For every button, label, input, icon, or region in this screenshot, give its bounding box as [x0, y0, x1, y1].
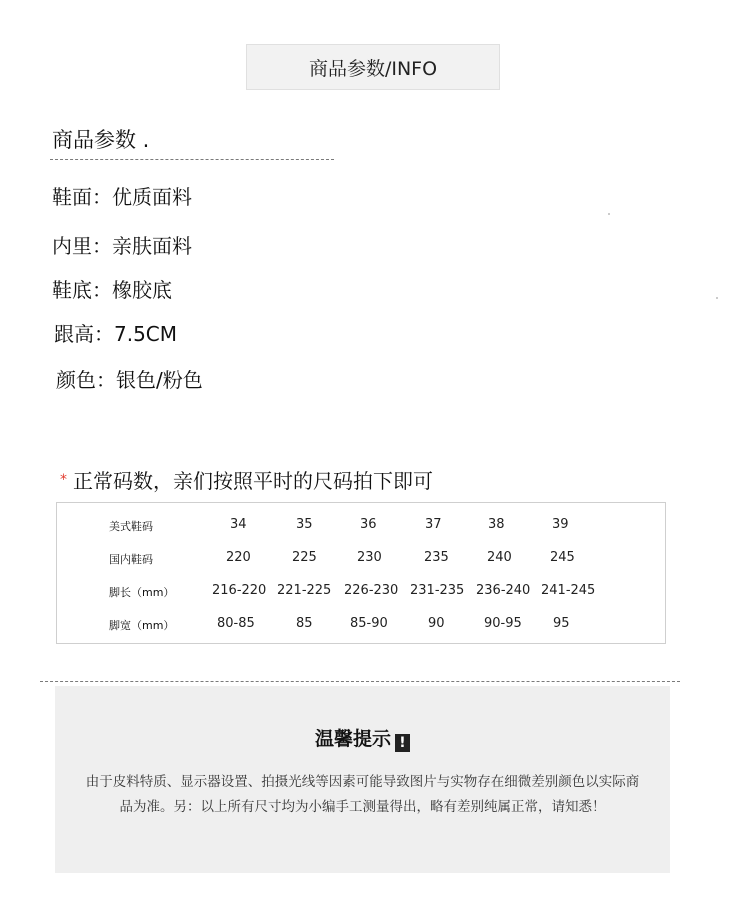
notice-title — [55, 724, 670, 752]
size-cell: 90 — [428, 616, 445, 631]
size-cell: 36 — [360, 517, 377, 532]
size-cell: 235 — [424, 550, 449, 565]
size-cell: 95 — [553, 616, 570, 631]
size-cell: 34 — [230, 517, 247, 532]
params-divider — [50, 159, 334, 160]
size-cell: 236-240 — [476, 583, 531, 598]
info-title: 商品参数/INFO — [308, 57, 438, 80]
size-row-label: 脚宽（mm） — [109, 619, 175, 632]
size-cell: 226-230 — [344, 583, 399, 598]
size-cell: 39 — [552, 517, 569, 532]
size-cell: 35 — [296, 517, 313, 532]
size-cell: 221-225 — [277, 583, 332, 598]
param-color: 颜色：银色/粉色 — [56, 368, 203, 392]
size-cell: 85-90 — [350, 616, 388, 631]
size-cell: 245 — [550, 550, 575, 565]
size-cell: 90-95 — [484, 616, 522, 631]
param-sole: 鞋底：橡胶底 — [52, 278, 172, 302]
size-cell: 37 — [425, 517, 442, 532]
notice-divider — [40, 681, 680, 682]
size-cell: 241-245 — [541, 583, 596, 598]
size-cell: 240 — [487, 550, 512, 565]
size-cell: 225 — [292, 550, 317, 565]
size-row-label: 美式鞋码 — [109, 520, 153, 533]
size-table — [56, 502, 666, 644]
warning-icon: ! — [395, 734, 410, 752]
size-cell: 216-220 — [212, 583, 267, 598]
speck — [608, 213, 610, 215]
size-tip — [60, 465, 433, 494]
speck — [716, 297, 718, 299]
notice-box — [55, 686, 670, 873]
size-cell: 85 — [296, 616, 313, 631]
notice-title-text: 温馨提示 — [314, 728, 391, 750]
size-row-label: 国内鞋码 — [109, 553, 153, 566]
param-upper: 鞋面：优质面料 — [52, 185, 192, 209]
info-title-box — [246, 44, 500, 90]
size-tip-text: 正常码数，亲们按照平时的尺码拍下即可 — [73, 469, 433, 493]
size-cell: 231-235 — [410, 583, 465, 598]
param-lining: 内里：亲肤面料 — [52, 234, 192, 258]
params-heading: 商品参数 . — [52, 128, 150, 152]
size-row-label: 脚长（mm） — [109, 586, 175, 599]
notice-body: 由于皮料特质、显示器设置、拍摄光线等因素可能导致图片与实物存在细微差别颜色以实际商品为准。另：以上所有尺寸均为小编手工测量得出，略有差别纯属正常，请知悉！ — [85, 774, 640, 815]
size-cell: 230 — [357, 550, 382, 565]
size-cell: 220 — [226, 550, 251, 565]
param-heel: 跟高：7.5CM — [54, 322, 178, 346]
size-cell: 38 — [488, 517, 505, 532]
tip-star-marker: * — [60, 472, 67, 488]
size-cell: 80-85 — [217, 616, 255, 631]
